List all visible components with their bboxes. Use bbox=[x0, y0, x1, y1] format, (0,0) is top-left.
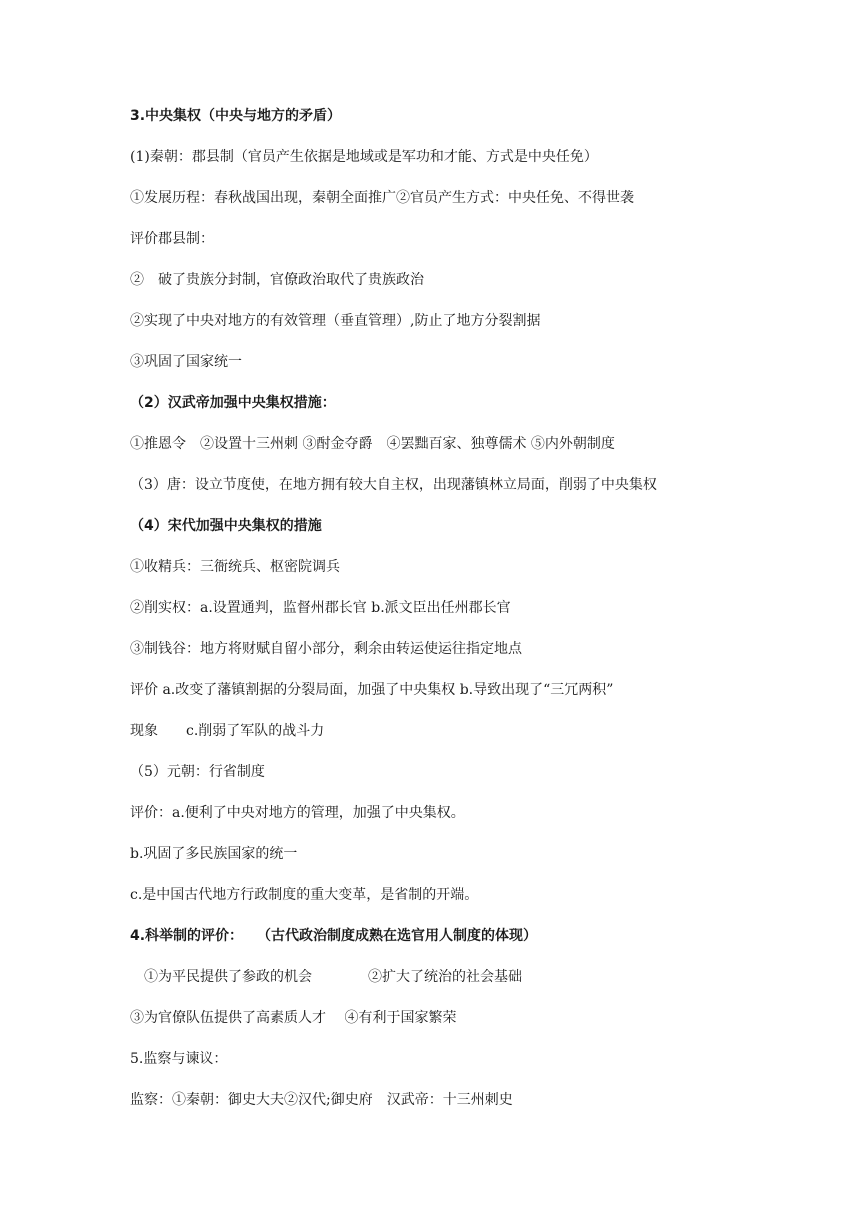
paragraph-supervision: 监察：①秦朝：御史大夫②汉代;御史府 汉武帝：十三州刺史 bbox=[130, 1092, 513, 1108]
paragraph-song-1: ①收精兵：三衙统兵、枢密院调兵 bbox=[130, 559, 340, 575]
heading-supervision: 5.监察与谏议： bbox=[130, 1051, 228, 1067]
paragraph-tang: （3）唐：设立节度使，在地方拥有较大自主权，出现藩镇林立局面，削弱了中央集权 bbox=[130, 477, 657, 493]
paragraph-yuan: （5）元朝：行省制度 bbox=[130, 764, 265, 780]
paragraph-exam-1: ①为平民提供了参政的机会 ②扩大了统治的社会基础 bbox=[130, 969, 522, 985]
paragraph-han-measures: ①推恩令 ②设置十三州刺 ③酎金夺爵 ④罢黜百家、独尊儒术 ⑤内外朝制度 bbox=[130, 436, 615, 452]
paragraph-evaluation-title: 评价郡县制： bbox=[130, 231, 214, 247]
paragraph-development: ①发展历程：春秋战国出现，秦朝全面推广②官员产生方式：中央任免、不得世袭 bbox=[130, 190, 634, 206]
paragraph-song-2: ②削实权：a.设置通判，监督州郡长官 b.派文臣出任州郡长官 bbox=[130, 600, 511, 616]
paragraph-song-evaluation: 评价 a.改变了藩镇割据的分裂局面，加强了中央集权 b.导致出现了“三冗两积” bbox=[130, 682, 614, 698]
paragraph-evaluation-2: ②实现了中央对地方的有效管理（垂直管理）,防止了地方分裂割据 bbox=[130, 313, 541, 329]
paragraph-qin-prefecture: (1)秦朝：郡县制（官员产生依据是地域或是军功和才能、方式是中央任免） bbox=[130, 149, 598, 165]
heading-han-wudi: （2）汉武帝加强中央集权措施： bbox=[130, 395, 336, 411]
paragraph-yuan-evaluation-b: b.巩固了多民族国家的统一 bbox=[130, 846, 298, 862]
paragraph-exam-2: ③为官僚队伍提供了高素质人才 ④有利于国家繁荣 bbox=[130, 1010, 457, 1026]
heading-imperial-exam: 4.科举制的评价： （古代政治制度成熟在选官用人制度的体现） bbox=[130, 928, 538, 944]
paragraph-evaluation-1: ② 破了贵族分封制，官僚政治取代了贵族政治 bbox=[130, 272, 424, 288]
paragraph-yuan-evaluation-a: 评价：a.便利了中央对地方的管理，加强了中央集权。 bbox=[130, 805, 465, 821]
paragraph-evaluation-3: ③巩固了国家统一 bbox=[130, 354, 242, 370]
paragraph-song-evaluation-cont: 现象 c.削弱了军队的战斗力 bbox=[130, 723, 325, 739]
heading-song: （4）宋代加强中央集权的措施 bbox=[130, 518, 322, 534]
heading-central-power: 3.中央集权（中央与地方的矛盾） bbox=[130, 108, 342, 124]
paragraph-yuan-evaluation-c: c.是中国古代地方行政制度的重大变革，是省制的开端。 bbox=[130, 887, 479, 903]
paragraph-song-3: ③制钱谷：地方将财赋自留小部分，剩余由转运使运往指定地点 bbox=[130, 641, 522, 657]
